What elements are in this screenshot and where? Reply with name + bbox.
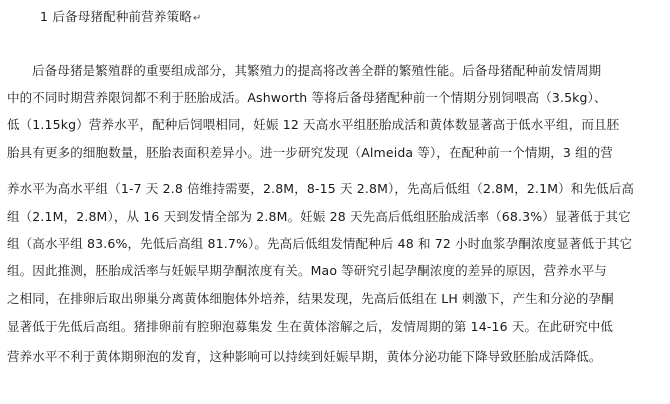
paragraph-line: 中的不同时期营养限饲都不利于胚胎成活。Ashworth 等将后备母猪配种前一个情期分别饲喂高（3.5kg）、: [7, 90, 607, 105]
paragraph-line: 组（2.1M，2.8M），从 16 天到发情全部为 2.8M。妊娠 28 天先高后低组胚胎成活率（68.3%）显著低于其它: [7, 209, 631, 224]
paragraph-line: 营养水平不利于黄体期卵泡的发育，这种影响可以持续到妊娠早期，黄体分泌功能下降导致胚胎成活降低。: [7, 349, 602, 364]
paragraph-line: 组。因此推测，胚胎成活率与妊娠早期孕酮浓度有关。Mao 等研究引起孕酮浓度的差异的原因，营养水平与: [7, 263, 607, 278]
heading-text: 1 后备母猪配种前营养策略: [40, 9, 193, 24]
paragraph-line: 组（高水平组 83.6%，先低后高组 81.7%）。先高后低组发情配种后 48 和 72 小时血浆孕酮浓度显著低于其它: [7, 236, 633, 251]
paragraph-line: 养水平为高水平组（1-7 天 2.8 倍维持需要，2.8M，8-15 天 2.8M），先高后低组（2.8M，2.1M）和先低后高: [7, 181, 635, 196]
section-heading: [40, 8, 202, 28]
paragraph-line: 后备母猪是繁殖群的重要组成部分，其繁殖力的提高将改善全群的繁殖性能。后备母猪配种前发情周期: [32, 63, 602, 78]
paragraph-line: 胎具有更多的细胞数量，胚胎表面积差异小。进一步研究发现（Almeida 等），在配种前一个情期，3 组的营: [7, 145, 614, 160]
paragraph-mark-icon: ↵: [193, 13, 202, 24]
paragraph-line: 显著低于先低后高组。猪排卵前有腔卵泡募集发 生在黄体溶解之后，发情周期的第 14-16 天。在此研究中低: [7, 319, 614, 334]
paragraph-line: 低（1.15kg）营养水平，配种后饲喂相同，妊娠 12 天高水平组胚胎成活和黄体数显著高于低水平组，而且胚: [7, 117, 620, 132]
paragraph-line: 之相同，在排卵后取出卵巢分离黄体细胞体外培养，结果发现，先高后低组在 LH 刺激下，产生和分泌的孕酮: [7, 291, 614, 306]
